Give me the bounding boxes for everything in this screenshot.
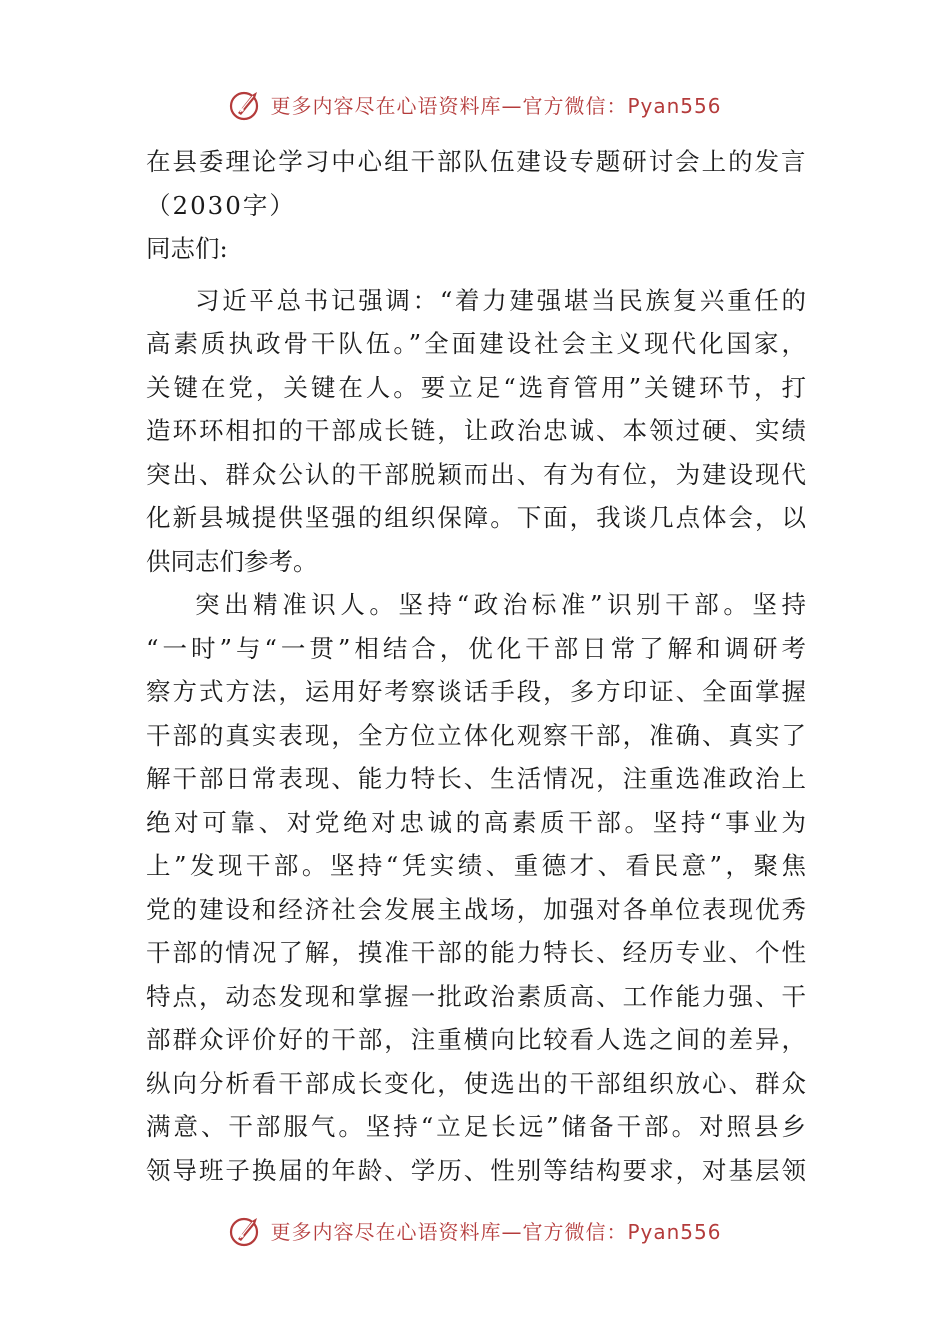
paragraph-line: 干部的真实表现，全方位立体化观察干部，准确、真实了 (146, 720, 806, 750)
paragraph-line: 党的建设和经济社会发展主战场，加强对各单位表现优秀 (146, 894, 806, 924)
word-count: （2030字） (146, 190, 296, 220)
header-banner (0, 84, 950, 124)
paragraph-line: 干部的情况了解，摸准干部的能力特长、经历专业、个性 (146, 938, 806, 967)
paragraph-line: 察方式方法，运用好考察谈话手段，多方印证、全面掌握 (146, 677, 806, 706)
paragraph-line: 绝对可靠、对党绝对忠诚的高素质干部。坚持“事业为 (146, 807, 806, 837)
paragraph-line: 上”发现干部。坚持“凭实绩、重德才、看民意”，聚焦 (146, 851, 806, 880)
paragraph-line: 高素质执政骨干队伍。”全面建设社会主义现代化国家， (146, 329, 806, 358)
document-body (146, 140, 806, 1192)
banner-text: 更多内容尽在心语资料库—官方微信：Pyan556 (270, 1219, 722, 1244)
paragraph-line: 习近平总书记强调：“着力建强堪当民族复兴重任的 (195, 285, 806, 315)
greeting: 同志们: (146, 234, 228, 263)
paragraph-line: 关键在党，关键在人。要立足“选育管用”关键环节，打 (146, 372, 806, 402)
paragraph-line: 突出精准识人。坚持“政治标准”识别干部。坚持 (195, 590, 806, 619)
pen-nib-logo-icon (228, 86, 264, 122)
pen-nib-logo-icon (228, 1212, 264, 1248)
paragraph-line: 造环环相扣的干部成长链，让政治忠诚、本领过硬、实绩 (146, 416, 806, 445)
footer-banner (0, 1210, 950, 1250)
banner-text: 更多内容尽在心语资料库—官方微信：Pyan556 (270, 93, 722, 118)
paragraph-line: 化新县城提供坚强的组织保障。下面，我谈几点体会，以 (146, 503, 806, 532)
paragraph-line: 供同志们参考。 (146, 546, 318, 576)
paragraph-line: 特点，动态发现和掌握一批政治素质高、工作能力强、干 (146, 981, 806, 1011)
paragraph-line: 部群众评价好的干部，注重横向比较看人选之间的差异， (146, 1025, 806, 1054)
document-title: 在县委理论学习中心组干部队伍建设专题研讨会上的发言 (146, 147, 806, 176)
paragraph-line: 突出、群众公认的干部脱颖而出、有为有位，为建设现代 (146, 459, 806, 489)
paragraph-line: 解干部日常表现、能力特长、生活情况，注重选准政治上 (146, 764, 806, 793)
paragraph-line: 领导班子换届的年龄、学历、性别等结构要求，对基层领 (146, 1155, 806, 1185)
paragraph-line: “一时”与“一贯”相结合，优化干部日常了解和调研考 (146, 633, 806, 663)
paragraph-2 (146, 583, 806, 1192)
paragraph-line: 满意、干部服气。坚持“立足长远”储备干部。对照县乡 (146, 1112, 806, 1141)
paragraph-line: 纵向分析看干部成长变化，使选出的干部组织放心、群众 (146, 1068, 806, 1098)
paragraph-1 (146, 279, 806, 584)
